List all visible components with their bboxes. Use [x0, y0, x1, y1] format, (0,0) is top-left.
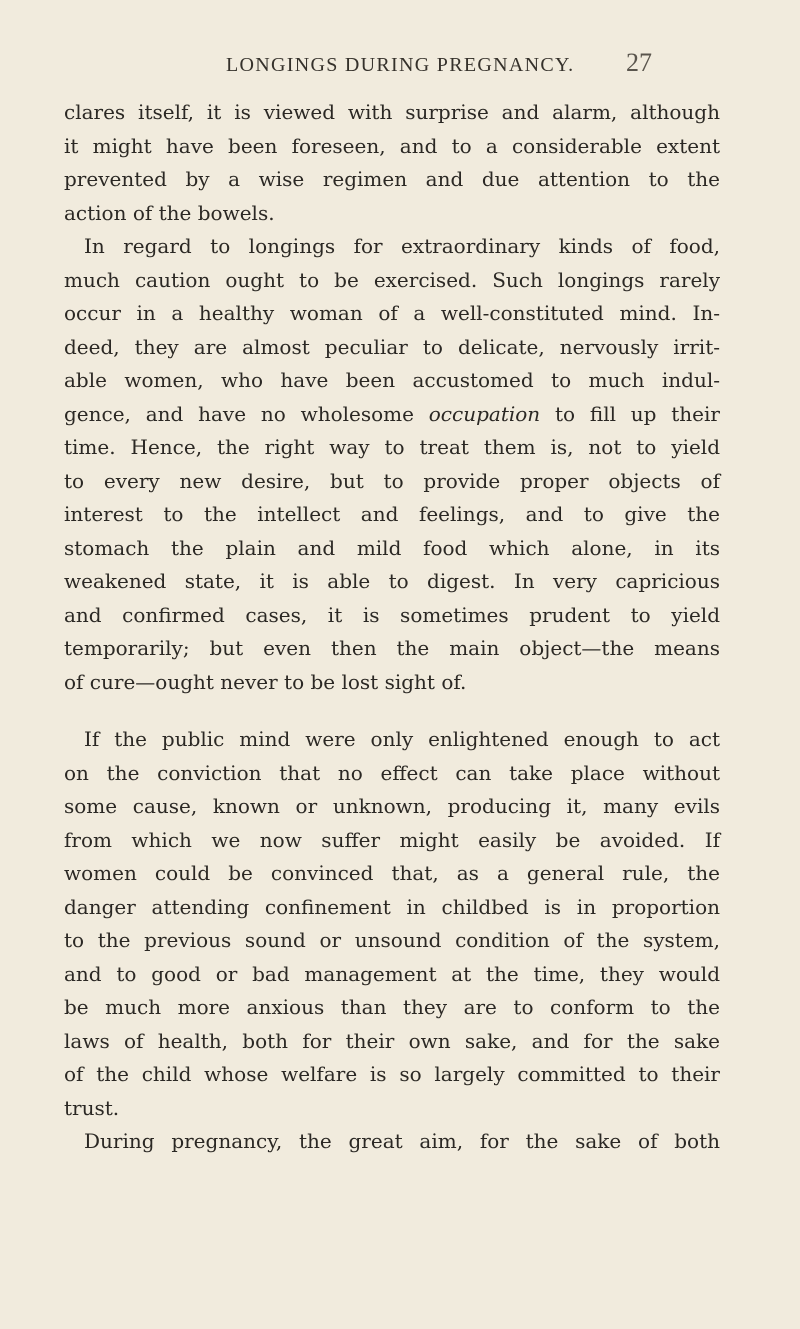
text-line: much caution ought to be exercised. Such longings rarely	[64, 267, 720, 292]
text-line: laws of health, both for their own sake, and for the sake	[64, 1028, 720, 1053]
text-line: temporarily; but even then the main object—the means	[64, 636, 720, 660]
text-line: deed, they are almost peculiar to delicate, nervously irrit-	[64, 334, 720, 359]
text-line: it might have been foreseen, and to a considerable extent	[64, 133, 720, 158]
text-line: danger attending confinement in childbed is in proportion	[64, 894, 720, 919]
text-line: occur in a healthy woman of a well-constituted mind. In-	[64, 301, 720, 325]
text-line: some cause, known or unknown, producing it, many evils	[64, 794, 720, 818]
text-line: time. Hence, the right way to treat them is, not to yield	[64, 435, 720, 459]
text-line: stomach the plain and mild food which alone, in its	[64, 535, 720, 560]
text-line: and to good or bad management at the time, they would	[64, 961, 720, 986]
text-line: of cure—ought never to be lost sight of.	[64, 669, 467, 694]
text-run: to fill up their	[540, 401, 720, 426]
emphasis-text: occupation	[428, 401, 541, 426]
text-line: action of the bowels.	[64, 200, 275, 225]
text-run: gence, and have no wholesome	[64, 401, 429, 426]
page-number: 27	[626, 48, 652, 77]
text-line: trust.	[64, 1095, 120, 1120]
running-title: LONGINGS DURING PREGNANCY.	[226, 54, 575, 76]
text-line: In regard to longings for extraordinary kinds of food,	[84, 234, 720, 258]
text-line: prevented by a wise regimen and due attention to the	[64, 167, 720, 191]
text-line: If the public mind were only enlightened enough to act	[84, 727, 720, 751]
text-line: to every new desire, but to provide proper objects of	[64, 468, 720, 493]
text-line: and confirmed cases, it is sometimes prudent to yield	[64, 602, 720, 627]
text-line: from which we now suffer might easily be avoided. If	[64, 827, 720, 852]
body-text	[64, 96, 720, 1159]
text-line-with-emphasis	[64, 398, 720, 432]
text-line: on the conviction that no effect can take place without	[64, 760, 720, 785]
text-line: of the child whose welfare is so largely committed to their	[64, 1062, 720, 1086]
text-line: be much more anxious than they are to conform to the	[64, 995, 720, 1019]
paragraph-2	[64, 230, 720, 699]
text-line: women could be convinced that, as a general rule, the	[64, 861, 720, 885]
paragraph-gap	[64, 699, 720, 723]
running-head	[0, 48, 800, 84]
paragraph-4	[64, 1125, 720, 1159]
text-line: able women, who have been accustomed to much indul-	[64, 368, 720, 392]
paragraph-3	[64, 723, 720, 1125]
text-line: weakened state, it is able to digest. In very capricious	[64, 569, 720, 593]
text-line: clares itself, it is viewed with surprise and alarm, although	[64, 100, 720, 124]
text-line: interest to the intellect and feelings, and to give the	[64, 502, 720, 526]
text-line: to the previous sound or unsound condition of the system,	[64, 928, 720, 952]
paragraph-1	[64, 96, 720, 230]
text-line: During pregnancy, the great aim, for the sake of both	[84, 1129, 720, 1153]
